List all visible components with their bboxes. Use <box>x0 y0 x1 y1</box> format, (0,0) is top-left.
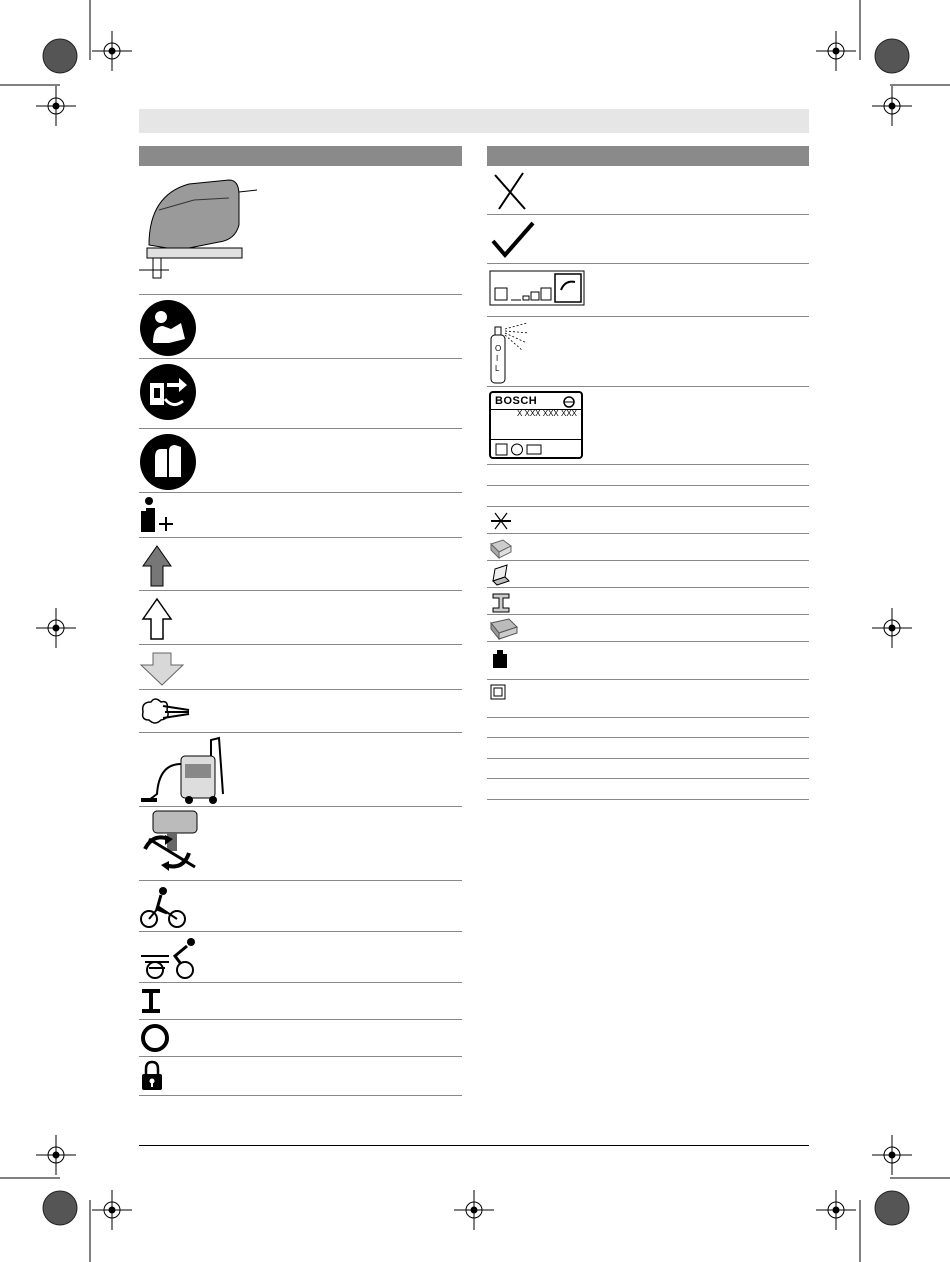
table-row <box>487 561 809 588</box>
table-row <box>139 429 462 493</box>
rotate-blade-icon <box>139 809 209 879</box>
table-row <box>487 166 809 215</box>
table-row <box>487 779 809 800</box>
i-beam-on-icon <box>139 987 169 1017</box>
left-symbol-table <box>139 166 462 1096</box>
left-column-header <box>139 146 462 166</box>
oil-spray-icon <box>487 321 537 387</box>
registration-target <box>36 608 76 648</box>
circle-off-icon <box>139 1022 173 1056</box>
checkmark-icon <box>489 219 539 263</box>
registration-target <box>872 608 912 648</box>
table-row <box>487 615 809 642</box>
rating-plate-image <box>489 391 583 459</box>
soft-material-icon <box>489 563 513 587</box>
table-row <box>139 983 462 1020</box>
plate-symbols <box>495 443 555 457</box>
registration-target <box>36 1135 76 1175</box>
read-manual-icon <box>139 299 199 359</box>
table-row <box>487 759 809 779</box>
registration-target <box>872 1135 912 1175</box>
table-row <box>139 1020 462 1057</box>
wood-icon <box>489 536 513 560</box>
cross-icon <box>491 169 531 213</box>
table-row <box>487 465 809 486</box>
table-row <box>487 738 809 759</box>
table-row <box>487 486 809 507</box>
top-header-bar <box>139 109 809 133</box>
info-plus-icon <box>139 496 179 536</box>
part-number: X XXX XXX XXX <box>516 409 577 418</box>
filled-arrow-up-icon <box>139 542 179 592</box>
table-row <box>139 493 462 538</box>
table-row <box>487 387 809 465</box>
table-row <box>487 264 809 317</box>
padlock-icon <box>139 1060 169 1094</box>
blade-material-icon <box>489 509 513 533</box>
footer-rule <box>139 1145 809 1146</box>
table-row <box>487 215 809 264</box>
registration-target <box>872 86 912 126</box>
right-symbol-table <box>487 166 809 800</box>
brand-logo: BOSCH <box>495 395 538 407</box>
table-row <box>487 680 809 718</box>
registration-target <box>92 31 132 71</box>
svg-text:L: L <box>495 364 500 373</box>
table-row <box>139 538 462 591</box>
table-row <box>139 932 462 983</box>
air-blow-icon <box>139 692 194 732</box>
registration-target <box>454 1190 494 1230</box>
table-row <box>487 507 809 534</box>
registration-target <box>36 86 76 126</box>
svg-text:O: O <box>495 344 502 353</box>
svg-text:I: I <box>496 354 499 363</box>
table-row <box>487 642 809 680</box>
table-row <box>139 881 462 932</box>
wear-gloves-icon <box>139 433 199 493</box>
dust-extractor-image <box>139 734 229 806</box>
table-row <box>139 645 462 690</box>
fibreboard-icon <box>489 617 519 641</box>
armature-icon <box>563 396 575 408</box>
speed-scale-icon <box>489 270 587 310</box>
outline-arrow-up-icon <box>139 595 179 645</box>
table-row <box>139 166 462 295</box>
registration-target <box>816 1190 856 1230</box>
table-row <box>139 1057 462 1096</box>
fast-cyclist-icon <box>139 934 199 982</box>
table-row <box>139 359 462 429</box>
table-row <box>139 733 462 807</box>
table-row <box>487 534 809 561</box>
table-row <box>487 588 809 615</box>
table-row <box>139 807 462 881</box>
arrow-down-icon <box>139 649 189 689</box>
slow-cyclist-icon <box>139 883 189 931</box>
table-row <box>139 690 462 733</box>
metal-profile-icon <box>489 590 513 614</box>
table-row <box>487 317 809 387</box>
right-column-header <box>487 146 809 166</box>
unplug-icon <box>139 363 199 423</box>
jigsaw-tool-image <box>139 170 259 290</box>
table-row <box>139 591 462 645</box>
protection-class-icon <box>489 683 513 707</box>
weight-icon <box>489 648 513 672</box>
registration-target <box>816 31 856 71</box>
table-row <box>139 295 462 359</box>
table-row <box>487 718 809 738</box>
registration-target <box>92 1190 132 1230</box>
